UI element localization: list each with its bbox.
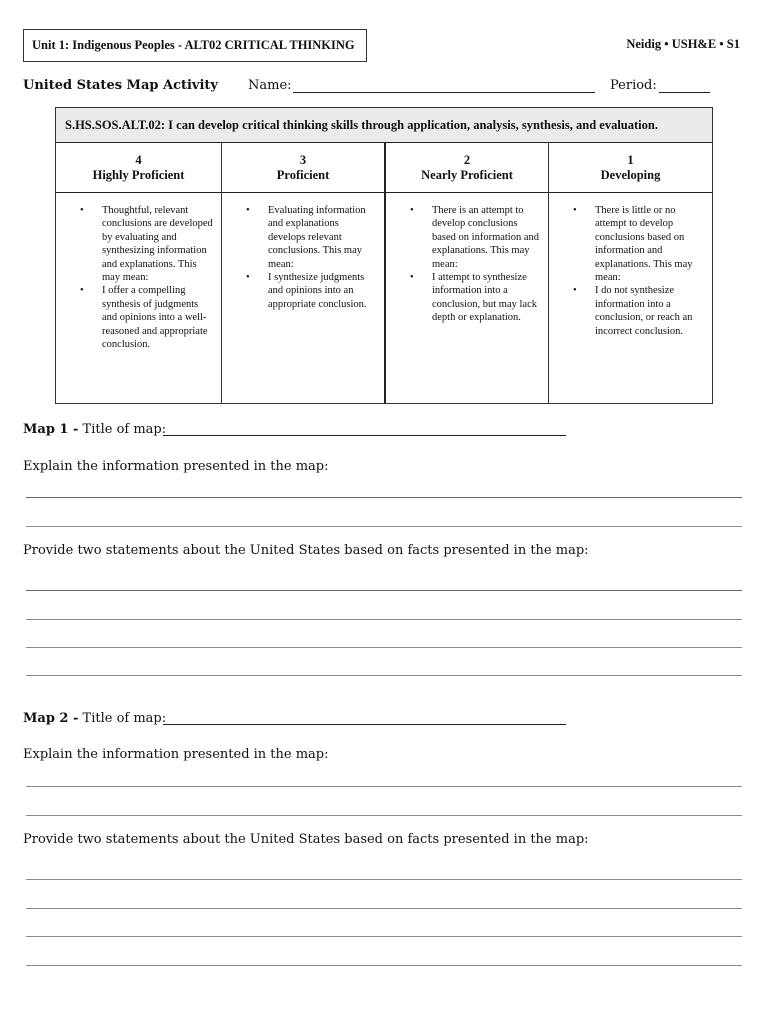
map-2-explain-line[interactable]	[26, 786, 742, 787]
rubric-column-header	[549, 143, 712, 193]
map-2-explain-line[interactable]	[26, 815, 742, 816]
rubric-column-header	[386, 143, 548, 193]
activity-title: United States Map Activity	[23, 78, 218, 93]
activity-row	[23, 78, 743, 98]
map-1-explain-line[interactable]	[26, 497, 742, 498]
rubric-column-body	[386, 193, 548, 325]
map-2-statement-line[interactable]	[26, 879, 742, 880]
unit-title: Unit 1: Indigenous Peoples - ALT02 CRITICAL THINKING	[32, 38, 355, 52]
map-1-label: Map 1 -	[23, 422, 79, 437]
map-2-title-blank[interactable]	[163, 724, 566, 725]
name-label: Name:	[248, 78, 292, 93]
rubric-column-nearly-proficient	[384, 143, 548, 403]
unit-title-box	[23, 29, 367, 62]
rubric-level-label: Nearly Proficient	[421, 168, 513, 182]
rubric-column-proficient	[221, 143, 384, 403]
map-1-statement-line[interactable]	[26, 675, 742, 676]
rubric-columns	[56, 143, 712, 403]
map-2-statement-line[interactable]	[26, 965, 742, 966]
rubric-bullet-list	[232, 204, 378, 311]
map-2-statements-prompt: Provide two statements about the United States based on facts presented in the map:	[23, 832, 589, 847]
map-1-title-label: Title of map:	[82, 422, 167, 437]
rubric-column-body	[56, 193, 221, 351]
rubric-score: 1	[627, 153, 634, 167]
map-1-title-blank[interactable]	[163, 435, 566, 436]
rubric-bullet: • I do not synthesize information into a conclusion, or reach an incorrect conclusion.	[595, 284, 706, 338]
rubric-bullet: • I attempt to synthesize information into a conclusion, but may lack depth or explanation.	[432, 271, 542, 325]
rubric-bullet: • There is an attempt to develop conclusions based on information and explanations. This may mean:	[432, 204, 542, 271]
map-2-label: Map 2 -	[23, 711, 79, 726]
map-1-heading	[23, 422, 166, 437]
rubric-score: 2	[463, 153, 471, 167]
map-1-statement-line[interactable]	[26, 647, 742, 648]
rubric-column-header	[56, 143, 221, 193]
rubric-score: 3	[299, 153, 307, 167]
map-2-heading	[23, 711, 166, 726]
rubric-bullet: • I offer a compelling synthesis of judgments and opinions into a well-reasoned and appropriate conclusion.	[102, 284, 215, 351]
name-blank[interactable]	[293, 92, 595, 93]
rubric-bullet-list	[66, 204, 215, 351]
rubric-column-header	[222, 143, 384, 193]
rubric-column-developing	[548, 143, 712, 403]
rubric-column-body	[549, 193, 712, 338]
rubric-bullet-list	[559, 204, 706, 338]
rubric-level-label: Proficient	[276, 168, 330, 182]
rubric-bullet-list	[396, 204, 542, 325]
rubric-column-body	[222, 193, 384, 311]
period-label: Period:	[610, 78, 657, 93]
map-2-title-label: Title of map:	[82, 711, 167, 726]
map-1-explain-line[interactable]	[26, 526, 742, 527]
rubric-standard: S.HS.SOS.ALT.02: I can develop critical thinking skills through application, analysis, synthesis, and evaluation.	[56, 108, 712, 143]
map-1-statement-line[interactable]	[26, 619, 742, 620]
period-blank[interactable]	[659, 92, 710, 93]
map-2-statement-line[interactable]	[26, 908, 742, 909]
rubric-level-label: Developing	[600, 168, 661, 182]
rubric-table	[55, 107, 713, 404]
course-code: Neidig • USH&E • S1	[626, 37, 740, 51]
map-2-statement-line[interactable]	[26, 936, 742, 937]
map-1-statement-line[interactable]	[26, 590, 742, 591]
map-1-explain-prompt: Explain the information presented in the map:	[23, 459, 329, 474]
map-2-explain-prompt: Explain the information presented in the map:	[23, 747, 329, 762]
rubric-bullet: • Evaluating information and explanations develops relevant conclusions. This may mean:	[268, 204, 378, 271]
rubric-column-highly-proficient	[56, 143, 221, 403]
rubric-score: 4	[135, 153, 142, 167]
rubric-bullet: • Thoughtful, relevant conclusions are developed by evaluating and synthesizing information and explanations. This may mean:	[102, 204, 215, 284]
rubric-bullet: • There is little or no attempt to develop conclusions based on information and explanations. This may mean:	[595, 204, 706, 284]
rubric-bullet: • I synthesize judgments and opinions into an appropriate conclusion.	[268, 271, 378, 311]
rubric-level-label: Highly Proficient	[92, 168, 185, 182]
map-1-statements-prompt: Provide two statements about the United States based on facts presented in the map:	[23, 543, 589, 558]
